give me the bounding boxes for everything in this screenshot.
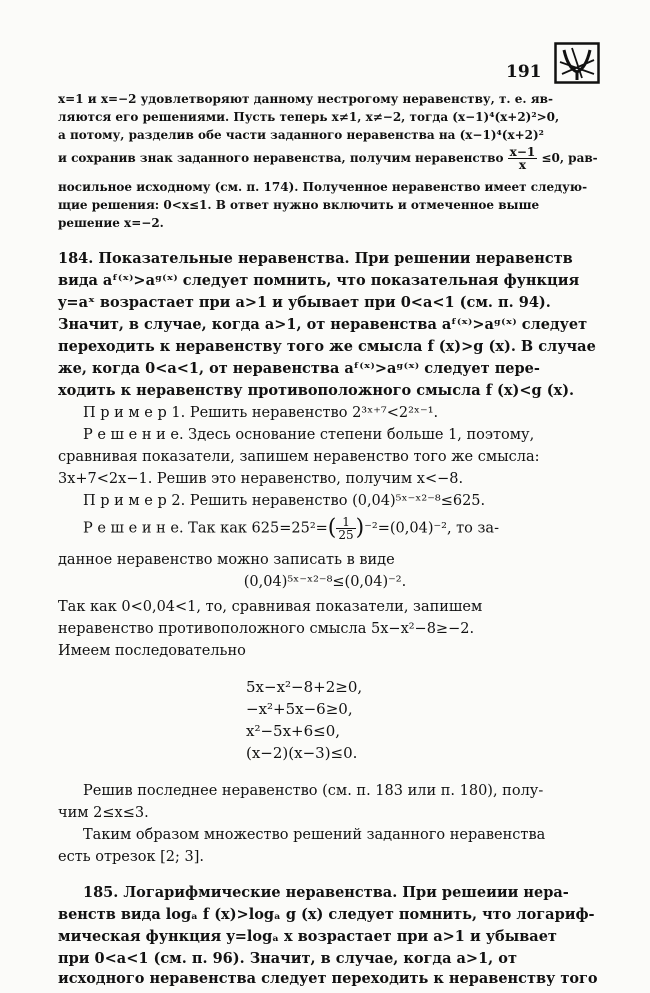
solution-2-line-with-fraction bbox=[83, 516, 499, 541]
text-line: исходного неравенства следует переходить к неравенству того bbox=[58, 970, 598, 987]
text-line: щие решения: 0<x≤1. В ответ нужно включить и отмеченное выше bbox=[58, 198, 540, 212]
section-185-heading: 185. Логарифмические неравенства. При решеиии нера- bbox=[83, 884, 569, 901]
text-line: Решив последнее неравенство (см. п. 183 или п. 180), полу- bbox=[83, 783, 544, 799]
text-line-with-fraction bbox=[58, 146, 598, 171]
text-line: неравенство противоположного смысла 5x−x²−8≥−2. bbox=[58, 621, 475, 637]
fraction bbox=[508, 146, 538, 171]
text-line: при 0<a<1 (см. п. 96). Значит, в случае, когда a>1, от bbox=[58, 950, 517, 967]
text-fragment: Р е ш е и н е. Так как 625=25²= bbox=[83, 520, 328, 537]
text-line: носильное исходному (см. п. 174). Полученное неравенство имеет следую- bbox=[58, 180, 588, 194]
text-line: мическая функция y=logₐ x возрастает при a>1 и убывает bbox=[58, 928, 557, 945]
text-line: Таким образом множество решений заданного неравенства bbox=[83, 827, 546, 843]
equation-step: 5x−x²−8+2≥0, bbox=[246, 678, 363, 696]
solution-1-line: 3x+7<2x−1. Решив это неравенство, получим x<−8. bbox=[58, 471, 464, 487]
left-paren: ( bbox=[327, 515, 337, 541]
publisher-logo-icon bbox=[554, 42, 600, 84]
text-line: ходить к неравенству противоположного смысла f (x)<g (x). bbox=[58, 382, 575, 399]
solution-1-line: Р е ш е н и е. Здесь основание степени больше 1, поэтому, bbox=[83, 427, 535, 443]
text-line: Так как 0<0,04<1, то, сравнивая показатели, запишем bbox=[58, 599, 483, 615]
text-line: x=1 и x=−2 удовлетворяют данному нестрогому неравенству, т. е. яв- bbox=[58, 92, 553, 106]
text-line: переходить к неравенству того же смысла f (x)>g (x). В случае bbox=[58, 338, 596, 355]
text-line: данное неравенство можно записать в виде bbox=[58, 552, 395, 568]
text-fragment: ≤0, рав- bbox=[541, 151, 598, 165]
display-equation: (0,04)⁵ˣ⁻ˣ²⁻⁸≤(0,04)⁻². bbox=[243, 574, 407, 590]
example-2: П р и м е р 2. Решить неравенство (0,04)⁵ˣ⁻ˣ²⁻⁸≤625. bbox=[83, 493, 486, 509]
fraction-numerator: x−1 bbox=[509, 145, 536, 159]
text-line: венств вида logₐ f (x)>logₐ g (x) следует помнить, что логариф- bbox=[58, 906, 595, 923]
fraction-numerator: 1 bbox=[336, 516, 355, 529]
text-line: Имеем последовательно bbox=[58, 643, 246, 659]
text-line: же, когда 0<a<1, от неравенства aᶠ⁽ˣ⁾>aᵍ⁽ˣ⁾ следует пере- bbox=[58, 360, 540, 377]
text-line: y=aˣ возрастает при a>1 и убывает при 0<a<1 (см. п. 94). bbox=[58, 294, 551, 311]
page-number: 191 bbox=[506, 62, 542, 82]
equation-step: −x²+5x−6≥0, bbox=[246, 700, 353, 718]
fraction bbox=[336, 516, 355, 541]
text-fragment: и сохранив знак заданного неравенства, получим неравенство bbox=[58, 151, 504, 165]
equation-step: x²−5x+6≤0, bbox=[246, 722, 341, 740]
text-line: а потому, разделив обе части заданного неравенства на (x−1)⁴(x+2)² bbox=[58, 128, 544, 142]
text-line: ляются его решениями. Пусть теперь x≠1, x≠−2, тогда (x−1)⁴(x+2)²>0, bbox=[58, 110, 560, 124]
text-fragment: ⁻²=(0,04)⁻², то за- bbox=[364, 520, 499, 537]
solution-1-line: сравнивая показатели, запишем неравенство того же смысла: bbox=[58, 449, 540, 465]
right-paren: ) bbox=[355, 515, 365, 541]
text-line: вида aᶠ⁽ˣ⁾>aᵍ⁽ˣ⁾ следует помнить, что показательная функция bbox=[58, 272, 580, 289]
fraction-denominator: x bbox=[518, 158, 527, 172]
text-line: есть отрезок [2; 3]. bbox=[58, 849, 205, 865]
text-line: чим 2≤x≤3. bbox=[58, 805, 149, 821]
text-line: решение x=−2. bbox=[58, 216, 164, 230]
example-1: П р и м е р 1. Решить неравенство 2³ˣ⁺⁷<2²ˣ⁻¹. bbox=[83, 405, 439, 421]
fraction-denominator: 25 bbox=[338, 528, 354, 542]
equation-step: (x−2)(x−3)≤0. bbox=[246, 744, 358, 762]
text-line: Значит, в случае, когда a>1, от неравенства aᶠ⁽ˣ⁾>aᵍ⁽ˣ⁾ следует bbox=[58, 316, 588, 333]
section-184-heading: 184. Показательные неравенства. При решении неравенств bbox=[58, 250, 573, 267]
